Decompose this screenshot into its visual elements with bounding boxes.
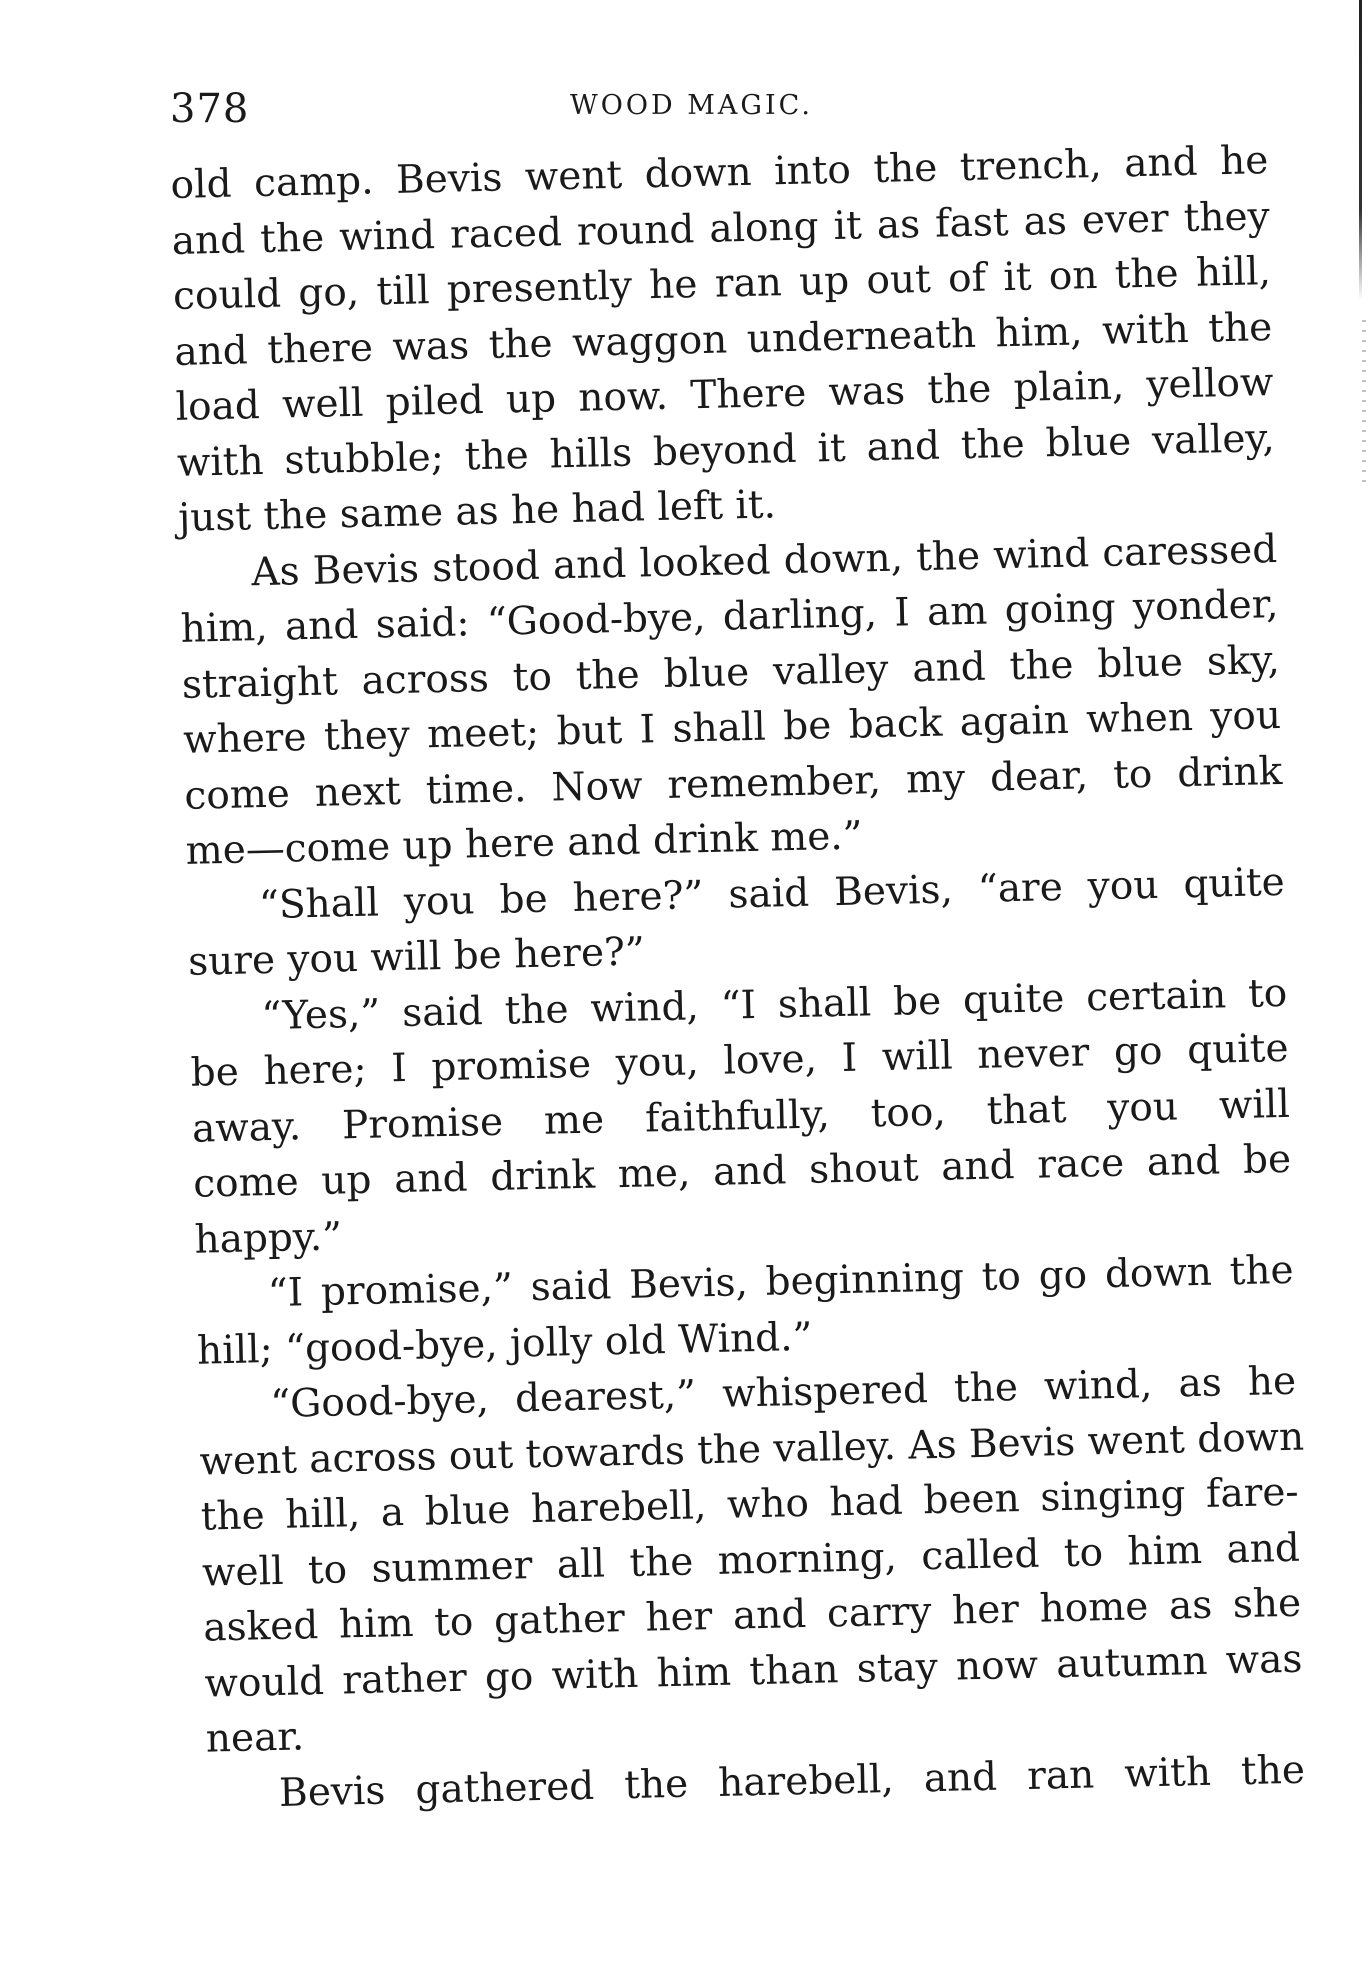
- text-line: where they meet; but I shall be back again when you: [182, 692, 1282, 763]
- running-title: WOOD MAGIC.: [570, 90, 813, 121]
- text-line: and there was the waggon underneath him, with the: [173, 304, 1273, 375]
- text-line: load well piled up now. There was the plain, yellow: [175, 360, 1274, 430]
- text-line: him, and said: “Good-bye, darling, I am going yonder,: [180, 581, 1279, 652]
- text-line: me—come up here and drink me.”: [185, 813, 864, 874]
- text-line: away. Promise me faithfully, too, that you will: [191, 1081, 1291, 1152]
- text-line: would rather go with him than stay now autumn was: [204, 1636, 1303, 1707]
- text-line: asked him to gather her and carry her home as she: [202, 1580, 1302, 1651]
- text-line: come next time. Now remember, my dear, to drink: [183, 748, 1283, 819]
- text-line: and the wind raced round along it as fast as ever they: [171, 193, 1271, 264]
- text-line: could go, till presently he ran up out of it on the hill,: [172, 249, 1272, 319]
- text-line: the hill, a blue harebell, who had been singing fare-: [200, 1469, 1300, 1540]
- text-line: with stubble; the hills beyond it and the blue valley,: [176, 415, 1276, 486]
- text-line: well to summer all the morning, called to him and: [201, 1525, 1301, 1596]
- text-line: hill; “good-bye, jolly old Wind.”: [196, 1314, 813, 1374]
- text-line: old camp. Bevis went down into the trench, and he: [170, 138, 1269, 208]
- text-line: happy.”: [194, 1213, 343, 1263]
- text-line: Bevis gathered the harebell, and ran with the: [278, 1747, 1306, 1816]
- text-line: went across out towards the valley. As Bevis went down: [199, 1414, 1305, 1485]
- text-line: just the same as he had left it.: [177, 482, 777, 541]
- page-edge-marks: [1362, 320, 1366, 490]
- text-line: straight across to the blue valley and the blue sky,: [181, 637, 1281, 708]
- text-line: come up and drink me, and shout and race and be: [192, 1136, 1292, 1207]
- text-line: “Shall you be here?” said Bevis, “are you quite: [258, 859, 1286, 928]
- text-line: “Good-bye, dearest,” whispered the wind, as he: [269, 1358, 1297, 1428]
- text-line: be here; I promise you, love, I will never go quite: [190, 1025, 1289, 1096]
- text-line: sure you will be here?”: [187, 929, 646, 985]
- text-line: near.: [205, 1714, 305, 1762]
- page-number: 378: [170, 86, 250, 132]
- body-text: [170, 133, 1305, 1822]
- page-edge-shadow: [1359, 0, 1362, 300]
- text-line: “Yes,” said the wind, “I shall be quite certain to: [260, 970, 1288, 1039]
- text-line: As Bevis stood and looked down, the wind caressed: [250, 526, 1278, 595]
- text-line: “I promise,” said Bevis, beginning to go down the: [267, 1247, 1295, 1317]
